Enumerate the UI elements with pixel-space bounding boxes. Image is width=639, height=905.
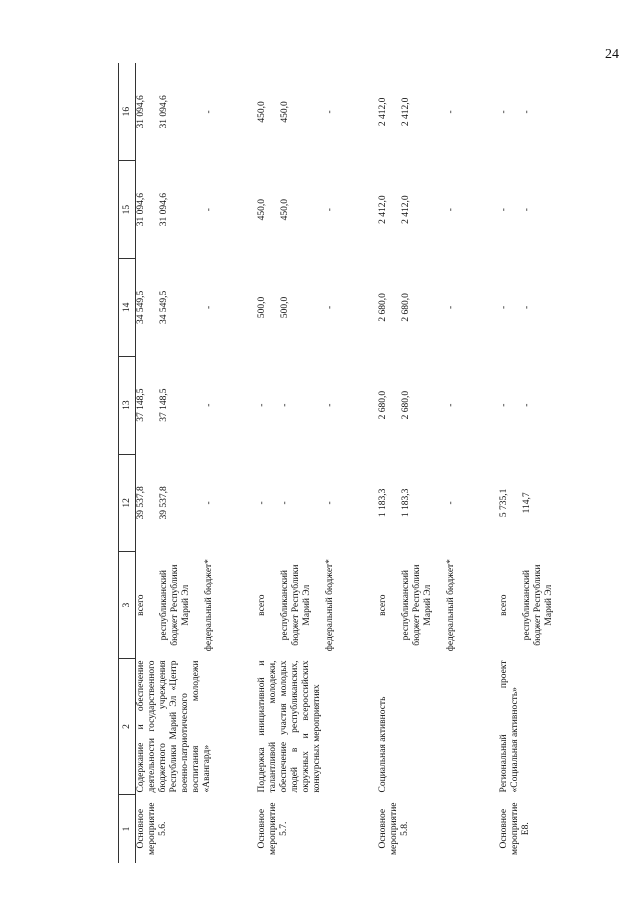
table-cell: 2 680,0: [401, 293, 411, 322]
table-cell: -: [522, 403, 532, 407]
year-values: [491, 161, 567, 259]
column-header: 13: [119, 356, 136, 454]
table-row: [249, 63, 370, 863]
table-cell: -: [280, 403, 290, 407]
source-label: федеральный бюджет*: [446, 559, 456, 652]
table-cell: -: [204, 501, 214, 505]
table-cell: 450,0: [257, 101, 267, 123]
year-values: [370, 63, 491, 161]
table-cell: 450,0: [257, 198, 267, 221]
table-cell: -: [325, 208, 335, 212]
source-label: республиканский бюджет Республики Марий Эл: [159, 564, 191, 646]
year-values: [136, 63, 250, 161]
source-label: республиканский бюджет Республики Марий Эл: [280, 564, 312, 646]
source-label: всего: [136, 594, 146, 616]
table-cell: 1 183,3: [378, 488, 388, 518]
column-header: 15: [119, 161, 136, 259]
funding-sources: [136, 552, 250, 659]
table-cell: -: [325, 305, 335, 309]
year-values: [491, 63, 567, 161]
column-header: 2: [119, 659, 136, 795]
column-header: 16: [119, 63, 136, 161]
table-cell: -: [325, 501, 335, 505]
event-name: Поддержка инициативной и талантливой молодежи, обеспечение участия молодых людей в республиканских, окружных и всероссийских конкурсных мероприятиях: [257, 660, 322, 793]
table-cell: -: [446, 403, 456, 407]
funding-sources: [370, 552, 491, 659]
event-name: Содержание и обеспечение деятельности государственного бюджетного учреждения Республики Марий Эл «Центр военно-патриотического воспитания молодежи «Авангард»: [136, 660, 212, 793]
table-cell: -: [204, 305, 214, 309]
table-cell: 500,0: [257, 296, 267, 319]
table-cell: -: [499, 208, 509, 212]
event-number: Основное мероприятие Е8.: [499, 802, 531, 855]
event-name: Социальная активность: [378, 696, 388, 793]
table-cell: 31 094,6: [136, 95, 146, 129]
table-cell: -: [499, 305, 509, 309]
table-cell: 2 412,0: [378, 97, 388, 127]
table-cell: -: [522, 110, 532, 114]
source-label: всего: [499, 594, 509, 616]
year-values: [370, 161, 491, 259]
year-values: [249, 63, 370, 161]
source-label: федеральный бюджет*: [325, 559, 335, 652]
table-cell: 39 537,8: [159, 486, 169, 520]
year-values: [136, 259, 250, 357]
year-values: [249, 259, 370, 357]
table-row: [370, 63, 491, 863]
year-values: [370, 454, 491, 552]
table-cell: -: [204, 403, 214, 407]
source-label: всего: [378, 594, 388, 616]
table-cell: -: [446, 501, 456, 505]
year-values: [249, 454, 370, 552]
year-values: [491, 356, 567, 454]
table-cell: 31 094,6: [159, 95, 169, 129]
table-row: [136, 63, 250, 863]
table-cell: 450,0: [280, 198, 290, 221]
table-cell: 31 094,6: [136, 193, 146, 227]
table-row: [491, 63, 567, 863]
year-values: [249, 356, 370, 454]
source-label: республиканский бюджет Республики Марий Эл: [401, 564, 433, 646]
table-cell: 2 412,0: [401, 195, 411, 224]
source-label: всего: [257, 594, 267, 616]
table-cell: 2 680,0: [401, 390, 411, 420]
table-cell: -: [204, 110, 214, 114]
table-cell: -: [257, 403, 267, 407]
year-values: [136, 161, 250, 259]
year-values: [136, 356, 250, 454]
table-cell: -: [522, 208, 532, 212]
table-cell: 34 549,5: [136, 290, 146, 325]
rotated-table-container: [118, 63, 628, 863]
funding-sources: [491, 552, 567, 659]
event-number: Основное мероприятие 5.8.: [378, 802, 410, 855]
table-cell: -: [280, 501, 290, 505]
table-cell: 2 680,0: [378, 390, 388, 420]
year-values: [491, 259, 567, 357]
page-number: 24: [605, 47, 619, 62]
table-cell: 1 183,3: [401, 488, 411, 518]
budget-table: [118, 63, 567, 863]
table-cell: -: [204, 208, 214, 212]
year-values: [370, 259, 491, 357]
event-number: Основное мероприятие 5.6.: [136, 802, 168, 855]
funding-sources: [249, 552, 370, 659]
table-cell: 2 680,0: [378, 293, 388, 322]
table-header-row: [119, 63, 136, 863]
table-cell: -: [499, 403, 509, 407]
table-cell: -: [446, 110, 456, 114]
table-cell: 500,0: [280, 296, 290, 319]
table-cell: 39 537,8: [136, 486, 146, 520]
column-header: 1: [119, 794, 136, 863]
table-cell: -: [257, 501, 267, 505]
year-values: [370, 356, 491, 454]
year-values: [491, 454, 567, 552]
event-name: Региональный проект «Социальная активность»: [499, 660, 520, 793]
source-label: республиканский бюджет Республики Марий Эл: [522, 564, 554, 646]
column-header: 12: [119, 454, 136, 552]
table-cell: 37 148,5: [136, 388, 146, 422]
year-values: [136, 454, 250, 552]
table-cell: 37 148,5: [159, 388, 169, 422]
table-cell: 2 412,0: [378, 195, 388, 224]
table-cell: 5 735,1: [499, 488, 509, 518]
event-number: Основное мероприятие 5.7.: [257, 802, 289, 855]
year-values: [249, 161, 370, 259]
table-cell: -: [522, 305, 532, 309]
table-cell: 450,0: [280, 101, 290, 123]
column-header: 3: [119, 552, 136, 659]
table-cell: 114,7: [522, 492, 532, 514]
table-cell: -: [499, 110, 509, 114]
table-cell: -: [325, 403, 335, 407]
table-cell: 2 412,0: [401, 97, 411, 127]
table-cell: -: [446, 305, 456, 309]
column-header: 14: [119, 259, 136, 357]
source-label: федеральный бюджет*: [204, 559, 214, 652]
table-cell: 31 094,6: [159, 193, 169, 227]
table-cell: -: [325, 110, 335, 114]
table-cell: -: [446, 208, 456, 212]
table-cell: 34 549,5: [159, 290, 169, 325]
